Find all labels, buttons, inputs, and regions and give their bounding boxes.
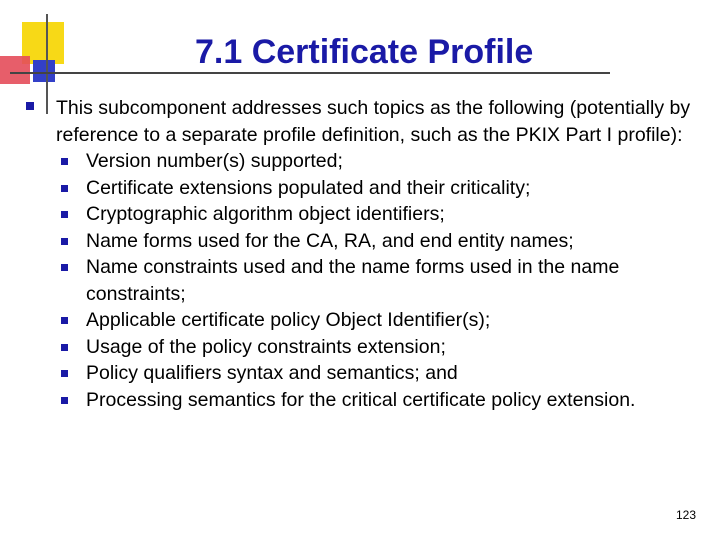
bullet-icon [26,102,34,110]
bullet-icon [61,238,68,245]
decor-blue-square [33,60,55,82]
bullet-icon [61,370,68,377]
topic-list [56,148,696,413]
decor-red-square [0,56,30,84]
list-item [86,254,696,307]
bullet-icon [61,158,68,165]
list-item [86,360,696,387]
list-item [86,148,696,175]
list-item-text: Certificate extensions populated and their criticality; [86,176,531,199]
list-item [86,175,696,202]
list-item-text: Name constraints used and the name forms used in the name constraints; [86,256,620,305]
bullet-icon [61,185,68,192]
list-item-text: Name forms used for the CA, RA, and end entity names; [86,229,574,252]
bullet-icon [61,264,68,271]
list-item [86,201,696,228]
list-item [86,307,696,334]
bullet-icon [61,317,68,324]
decor-horizontal-line [10,72,610,74]
bullet-icon [61,397,68,404]
list-item-text: Version number(s) supported; [86,150,343,172]
slide-title: 7.1 Certificate Profile [195,33,534,71]
decor-vertical-line [46,14,48,114]
bullet-icon [61,211,68,218]
list-item [86,228,696,255]
intro-text: This subcomponent addresses such topics as the following (potentially by reference to a separate profile definition, such as the PKIX Part I profile): [56,97,691,146]
list-item [86,334,696,361]
list-item-text: Usage of the policy constraints extension; [86,335,446,358]
slide-body [56,95,696,413]
list-item-text: Processing semantics for the critical certificate policy extension. [86,388,636,411]
list-item-text: Cryptographic algorithm object identifiers; [86,203,445,225]
list-item-text: Policy qualifiers syntax and semantics; and [86,362,458,384]
list-item [86,387,696,414]
page-number: 123 [676,508,697,522]
list-item-text: Applicable certificate policy Object Identifier(s); [86,309,491,331]
bullet-icon [61,344,68,351]
